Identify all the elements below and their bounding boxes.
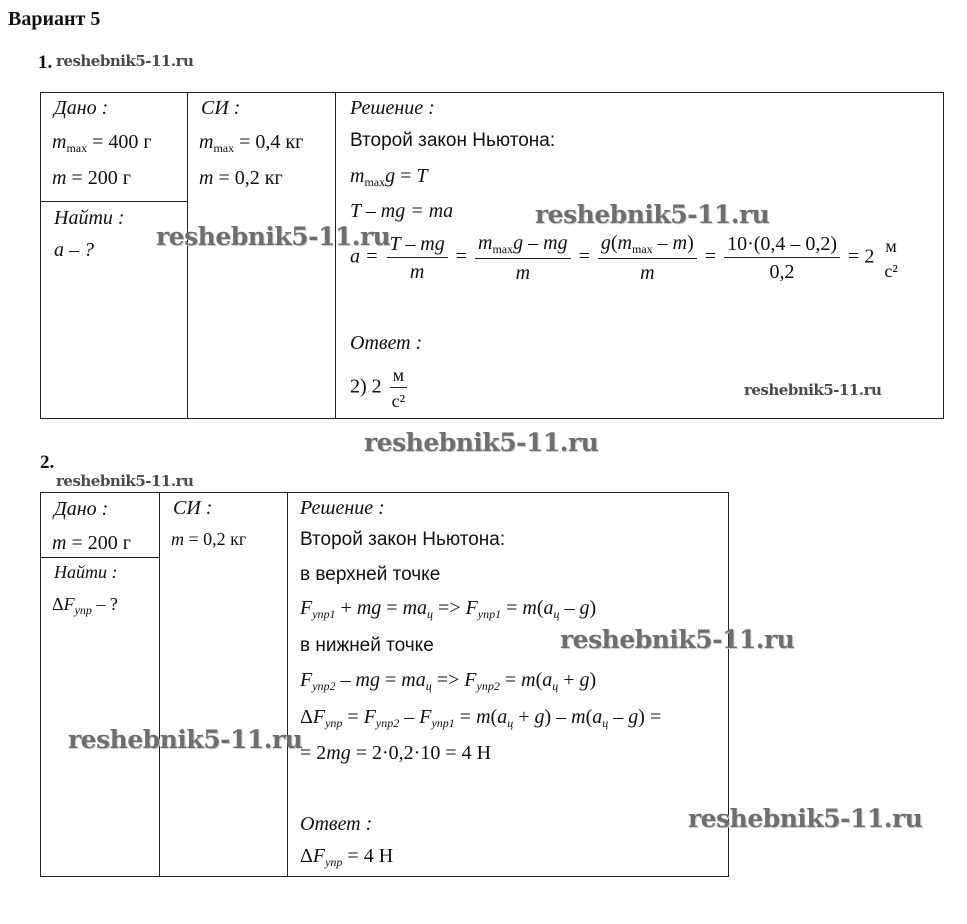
watermark: reshebnik5-11.ru [364, 428, 599, 457]
watermark: reshebnik5-11.ru [535, 200, 770, 229]
problem-2-number: 2. [40, 452, 55, 473]
p2-eq3: $\Delta F_{упр} = F_{упр2} - F_{упр1} = m(a_ц + g) - m(a_ц - g)$ = [300, 706, 662, 730]
p2-top-point: в верхней точке [300, 564, 441, 585]
watermark: reshebnik5-11.ru [56, 472, 194, 490]
p1-eq1: $m_{max}g = T$ [350, 165, 428, 189]
p2-si-label: СИ : [173, 497, 213, 519]
p1-eq3-lhs: a = [350, 245, 379, 268]
p2-find-value: $\Delta F_{упр}$ – ? [52, 594, 118, 617]
p2-eq1: $F_{упр1}$ + mg = $ma_ц => F_{упр1} = m(a_ц - g)$ [300, 597, 597, 621]
watermark: reshebnik5-11.ru [560, 625, 795, 654]
p2-eq2: $F_{упр2}$ – mg = $ma_ц => F_{упр2} = m(a_ц + g)$ [300, 669, 597, 693]
watermark: reshebnik5-11.ru [688, 804, 923, 833]
p2-given-m: m = 200 г [52, 532, 131, 554]
p2-answer: $\Delta F_{упр} = 4$ Н [300, 845, 394, 869]
p1-si-m: m = 0,2 кг [199, 167, 283, 189]
p1-given-label: Дано : [54, 97, 109, 119]
p2-si-m: m = 0,2 кг [171, 529, 247, 549]
p1-si-mmax: $m_{max} = 0,4$ кг [199, 131, 304, 155]
problem-1-number: 1. [38, 52, 53, 73]
watermark: reshebnik5-11.ru [156, 222, 391, 251]
p1-find-label: Найти : [54, 207, 125, 229]
p2-bottom-point: в нижней точке [300, 635, 434, 656]
p2-given-label: Дано : [54, 498, 109, 520]
p1-answer-label: Ответ : [350, 332, 423, 354]
p2-answer-label: Ответ : [300, 813, 373, 835]
p1-eq3: a = $\frac{T - mg}{m}$ = $\frac{m_{max}g - mg}{m}$ = $\frac{g(m_{max} - m)}{m}$ = $\frac{10\cdot(0,4 - 0,2)}{0,2}$ = 2 м с² [350, 232, 898, 284]
p1-solution-label: Решение : [350, 97, 435, 119]
p1-given-mmax: $m_{max} = 400$ г [52, 131, 152, 155]
p1-eq2: T – mg = ma [350, 200, 454, 222]
p1-given-m: m = 200 г [52, 167, 131, 189]
p2-eq4: = 2mg = 2·0,2·10 = 4 Н [300, 742, 492, 764]
p2-law: Второй закон Ньютона: [300, 529, 506, 550]
p2-find-label: Найти : [54, 562, 118, 582]
p1-find-value: a – ? [54, 239, 94, 261]
p1-law: Второй закон Ньютона: [350, 130, 556, 151]
p1-answer: 2) 2 $\frac{м}{\text{с²}}$ [350, 365, 406, 411]
watermark: reshebnik5-11.ru [56, 52, 194, 70]
p2-solution-label: Решение : [300, 497, 385, 519]
page-title: Вариант 5 [8, 8, 101, 30]
p1-si-label: СИ : [201, 97, 241, 119]
watermark: reshebnik5-11.ru [68, 725, 303, 754]
watermark: reshebnik5-11.ru [744, 381, 882, 399]
